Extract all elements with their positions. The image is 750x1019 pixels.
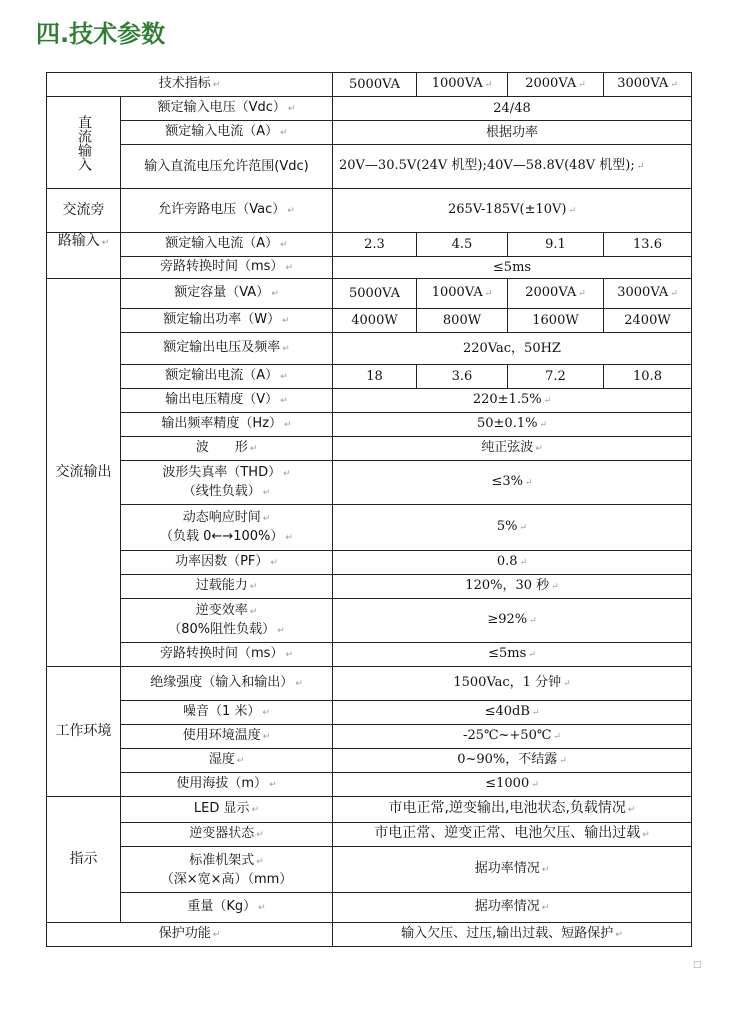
- row-label: 功率因数（PF） ↵: [121, 551, 333, 575]
- cell-value: 2.3: [333, 233, 417, 257]
- table-row: [47, 333, 692, 365]
- row-label: 过载能力 ↵: [121, 575, 333, 599]
- table-row: [47, 575, 692, 599]
- model-1000va: 1000VA ↵: [417, 73, 508, 97]
- table-row: [47, 413, 692, 437]
- cell-value: 9.1: [508, 233, 604, 257]
- table-row: [47, 773, 692, 797]
- row-value: 265V-185V(±10V) ↵: [333, 189, 692, 233]
- table-row: [47, 667, 692, 701]
- row-label: 逆变效率 ↵: [123, 602, 330, 621]
- row-value: 市电正常,逆变输出,电池状态,负载情况 ↵: [333, 797, 692, 823]
- row-label: 输入直流电压允许范围(Vdc): [121, 145, 333, 189]
- table-row: [47, 599, 692, 643]
- group-ac-output: 交流输出: [47, 279, 121, 667]
- row-label: 使用环境温度 ↵: [121, 725, 333, 749]
- row-label: 动态响应时间 ↵: [123, 509, 330, 528]
- row-value: ≤3% ↵: [333, 461, 692, 505]
- table-row: [47, 893, 692, 923]
- row-label: 额定容量（VA） ↵: [121, 279, 333, 309]
- group-dc-input: 直流输入: [47, 97, 121, 189]
- row-value: ≤5ms: [333, 257, 692, 279]
- model-3000va: 3000VA ↵: [604, 73, 692, 97]
- row-value: -25℃~+50℃ ↵: [333, 725, 692, 749]
- cell-value: 4.5: [417, 233, 508, 257]
- row-label-two-line: [121, 599, 333, 643]
- row-value: 根据功率: [333, 121, 692, 145]
- cell-value: 2000VA ↵: [508, 279, 604, 309]
- spec-table: [46, 72, 692, 947]
- model-5000va: 5000VA: [333, 73, 417, 97]
- group-bypass-input-b: 路输入 ↵: [47, 233, 121, 279]
- table-row: [47, 279, 692, 309]
- row-label: 额定输出功率（W） ↵: [121, 309, 333, 333]
- row-label: 波 形 ↵: [121, 437, 333, 461]
- row-label: LED 显示 ↵: [121, 797, 333, 823]
- row-label: 使用海拔（m） ↵: [121, 773, 333, 797]
- table-row: [47, 437, 692, 461]
- row-label: 允许旁路电压（Vac） ↵: [121, 189, 333, 233]
- row-label: 波形失真率（THD） ↵: [123, 464, 330, 483]
- cell-value: 13.6: [604, 233, 692, 257]
- table-row: [47, 847, 692, 893]
- table-row: [47, 923, 692, 947]
- table-row: [47, 97, 692, 121]
- table-row: [47, 121, 692, 145]
- cell-value: 18: [333, 365, 417, 389]
- cell-value: 3000VA ↵: [604, 279, 692, 309]
- row-label: 噪音（1 米） ↵: [121, 701, 333, 725]
- model-2000va: 2000VA ↵: [508, 73, 604, 97]
- row-value: 市电正常、逆变正常、电池欠压、输出过载 ↵: [333, 823, 692, 847]
- table-row: [47, 749, 692, 773]
- row-label: 旁路转换时间（ms） ↵: [121, 643, 333, 667]
- table-row: [47, 461, 692, 505]
- row-label: 额定输出电流（A） ↵: [121, 365, 333, 389]
- table-row: [47, 823, 692, 847]
- table-row: [47, 643, 692, 667]
- row-label: 旁路转换时间（ms） ↵: [121, 257, 333, 279]
- row-label: 额定输入电流（A） ↵: [121, 121, 333, 145]
- cell-value: 4000W: [333, 309, 417, 333]
- row-label: 保护功能 ↵: [47, 923, 333, 947]
- row-label-two-line: [121, 847, 333, 893]
- table-row: [47, 309, 692, 333]
- row-value: 纯正弦波 ↵: [333, 437, 692, 461]
- row-value: 220±1.5% ↵: [333, 389, 692, 413]
- table-end-mark-icon: □: [693, 960, 702, 970]
- row-label-sub: （80%阻性负载） ↵: [123, 621, 330, 640]
- group-environment: 工作环境: [47, 667, 121, 797]
- row-value: 24/48: [333, 97, 692, 121]
- table-row: [47, 701, 692, 725]
- row-label: 输出频率精度（Hz） ↵: [121, 413, 333, 437]
- row-label: 输出电压精度（V） ↵: [121, 389, 333, 413]
- table-row: [47, 725, 692, 749]
- table-row: [47, 551, 692, 575]
- row-value: 220Vac，50HZ: [333, 333, 692, 365]
- cell-value: 1600W: [508, 309, 604, 333]
- row-value: 据功率情况 ↵: [333, 893, 692, 923]
- row-value: 20V—30.5V(24V 机型);40V—58.8V(48V 机型); ↵: [333, 145, 692, 189]
- row-label: 标准机架式 ↵: [123, 852, 330, 871]
- cell-value: 3.6: [417, 365, 508, 389]
- row-value: ≥92% ↵: [333, 599, 692, 643]
- row-value: ≤40dB ↵: [333, 701, 692, 725]
- row-value: 0.8 ↵: [333, 551, 692, 575]
- table-row: [47, 389, 692, 413]
- row-label: 逆变器状态 ↵: [121, 823, 333, 847]
- row-value: 120%，30 秒 ↵: [333, 575, 692, 599]
- row-label: 重量（Kg） ↵: [121, 893, 333, 923]
- row-label: 额定输入电流（A） ↵: [121, 233, 333, 257]
- table-row: [47, 505, 692, 551]
- cell-value: 1000VA ↵: [417, 279, 508, 309]
- cell-value: 2400W: [604, 309, 692, 333]
- row-label-sub: （线性负载） ↵: [123, 483, 330, 502]
- row-label: 额定输入电压（Vdc） ↵: [121, 97, 333, 121]
- row-label-sub: （负载 0←→100%） ↵: [123, 528, 330, 547]
- row-value: 1500Vac，1 分钟 ↵: [333, 667, 692, 701]
- cell-value: 5000VA: [333, 279, 417, 309]
- row-value: 0~90%，不结露 ↵: [333, 749, 692, 773]
- section-title: 四.技术参数: [36, 20, 166, 48]
- row-value: 输入欠压、过压,输出过载、短路保护 ↵: [333, 923, 692, 947]
- cell-value: 800W: [417, 309, 508, 333]
- row-value: 据功率情况 ↵: [333, 847, 692, 893]
- row-value: 5% ↵: [333, 505, 692, 551]
- header-label: 技术指标 ↵: [47, 73, 333, 97]
- table-row: [47, 189, 692, 233]
- row-label: 额定输出电压及频率 ↵: [121, 333, 333, 365]
- row-label: 绝缘强度（输入和输出） ↵: [121, 667, 333, 701]
- group-bypass-input-a: 交流旁: [47, 189, 121, 233]
- group-indication: 指示: [47, 797, 121, 923]
- row-value: ≤1000 ↵: [333, 773, 692, 797]
- row-label-sub: （深×宽×高）（mm）: [160, 871, 293, 887]
- table-row: [47, 797, 692, 823]
- row-label: 湿度 ↵: [121, 749, 333, 773]
- cell-value: 7.2: [508, 365, 604, 389]
- cell-value: 10.8: [604, 365, 692, 389]
- table-row: [47, 233, 692, 257]
- table-row: [47, 145, 692, 189]
- table-row: [47, 257, 692, 279]
- row-value: ≤5ms ↵: [333, 643, 692, 667]
- row-label-two-line: [121, 461, 333, 505]
- table-row: [47, 365, 692, 389]
- row-value: 50±0.1% ↵: [333, 413, 692, 437]
- row-label-two-line: [121, 505, 333, 551]
- header-row: [47, 73, 692, 97]
